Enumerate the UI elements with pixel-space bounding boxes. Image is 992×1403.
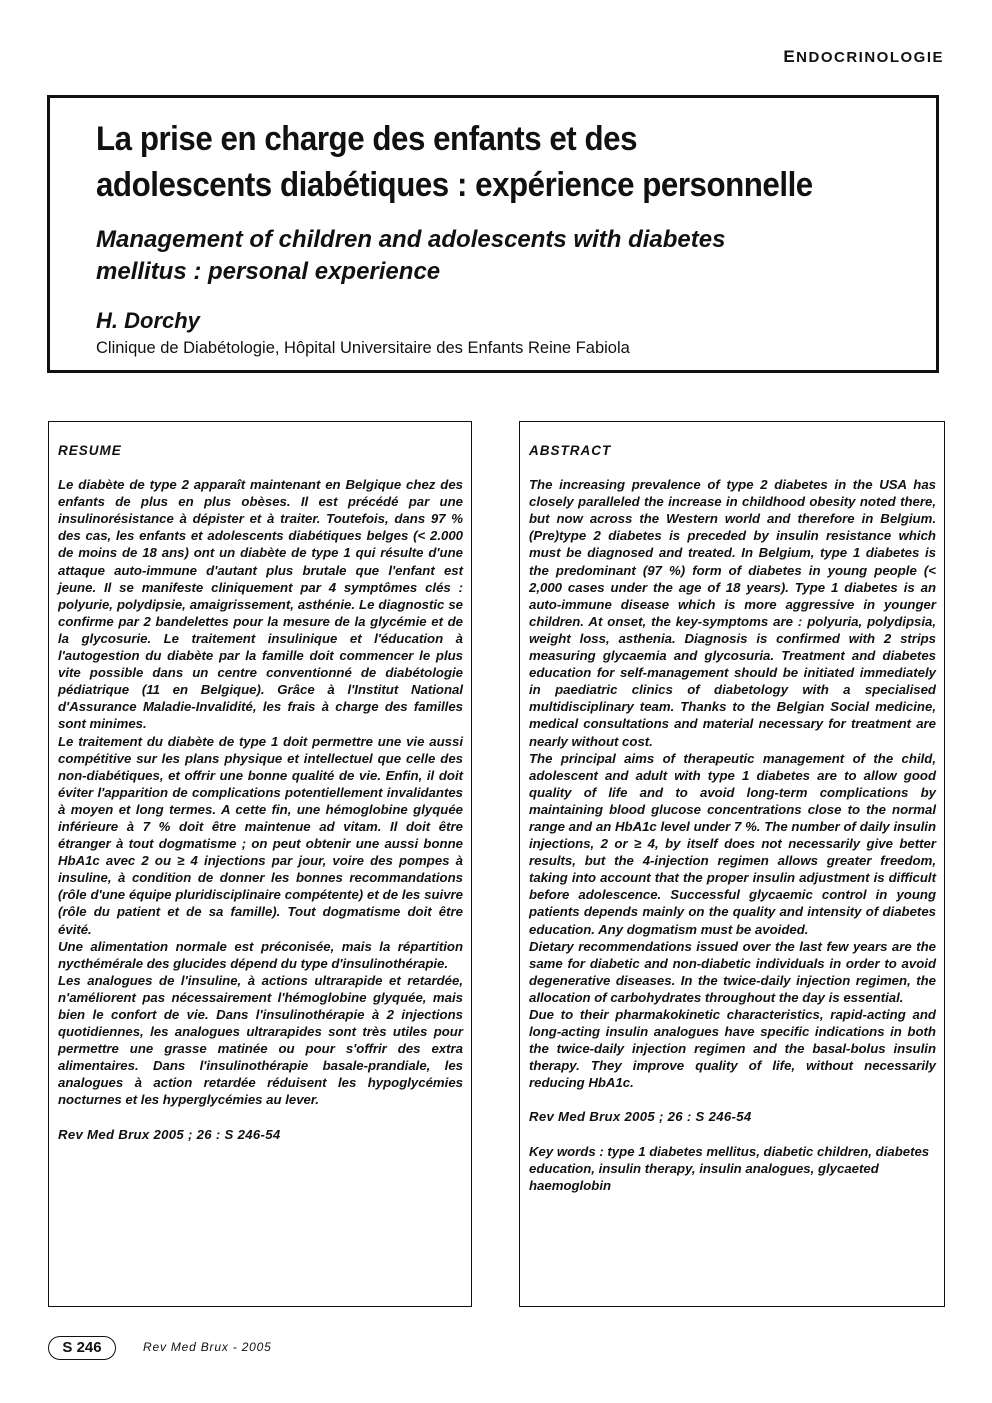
resume-paragraph: Le traitement du diabète de type 1 doit permettre une vie aussi compétitive sur les plans physique et intellectuel que celle des non-diabétiques, et offrir une bonne qualité de vie. Enfin, il doit éviter l'apparition de complications potentiellement invalidantes à moyen et long termes. A cette fin, une hémoglobine glyquée inférieure à 7 % doit être maintenue ad vitam. Il doit être étranger à tout dogmatisme ; on peut obtenir une aussi bonne HbA1c avec 2 ou ≥ 4 injections par jour, voire des pompes à insuline, à condition de donner les bonnes recommandations (rôle d'une équipe pluridisciplinaire compétente) et de les suivre (rôle du patient et de sa famille). Tout dogmatisme doit être évité. (58, 733, 463, 937)
resume-reference: Rev Med Brux 2005 ; 26 : S 246-54 (58, 1126, 281, 1142)
resume-heading: RESUME (58, 443, 122, 458)
section-label-initial: E (783, 47, 797, 66)
author-name: H. Dorchy (96, 308, 200, 333)
abstract-paragraph: Due to their pharmakokinetic characteristics, rapid-acting and long-acting insulin analogues have specific indications in both the twice-daily injection regimen and the basal-bolus insulin therapy. They improve quality of life, without necessarily reducing HbA1c. (529, 1007, 936, 1091)
resume-paragraph: Une alimentation normale est préconisée, mais la répartition nycthémérale des glucides dépend du type d'insulinothérapie. (58, 938, 463, 971)
abstract-paragraph: Dietary recommendations issued over the last few years are the same for diabetic and non-diabetic individuals in order to avoid degenerative diseases. In the twice-daily injection regimen, the allocation of carbohydrates throughout the day is essential. (529, 938, 936, 1005)
section-label-rest: NDOCRINOLOGIE (796, 49, 944, 66)
resume-paragraph: Les analogues de l'insuline, à actions ultrarapide et retardée, n'améliorent pas nécessairement l'hémoglobine glyquée, mais bien le confort de vie. Dans l'insulinothérapie à 2 injections quotidiennes, les analogues ultrarapides sont très utiles pour permettre une grasse matinée ou pour s'offrir des extra alimentaires. Dans l'insulinothérapie basale-prandiale, les analogues à action retardée réduisent les hypoglycémies nocturnes et les hyperglycémies au lever. (58, 972, 463, 1108)
abstract-box (519, 421, 945, 1307)
article-title-french: La prise en charge des enfants et des adolescents diabétiques : expérience personnelle (96, 120, 813, 204)
footer-journal: Rev Med Brux - 2005 (143, 1340, 272, 1354)
article-title-english: Management of children and adolescents with diabetes mellitus : personal experience (96, 226, 726, 285)
abstract-paragraph: The increasing prevalence of type 2 diabetes in the USA has closely paralleled the increase in childhood obesity noted there, but now across the Western world and therefore in Belgium. (Pre)type 2 diabetes is preceded by insulin resistance which must be diagnosed and treated. In Belgium, type 1 diabetes is the predominant (97 %) form of diabetes in young people (< 2,000 cases under the age of 18 years). Type 1 diabetes is an auto-immune disease which is more aggressive in younger children. At onset, the key-symptoms are : polyuria, polydipsia, weight loss, asthenia. Diagnosis is confirmed with 2 strips measuring glycaemia and glycosuria. Treatment and diabetes education for self-management should be initiated immediately in paediatric clinics of diabetology with a specialised multidisciplinary team. Thanks to the Belgian Social medicine, medical consultations and material necessary for treatment are nearly without cost. (529, 477, 936, 749)
abstract-reference: Rev Med Brux 2005 ; 26 : S 246-54 (529, 1109, 752, 1125)
section-label (783, 47, 944, 67)
author-affiliation: Clinique de Diabétologie, Hôpital Universitaire des Enfants Reine Fabiola (96, 339, 630, 357)
title-box (47, 95, 939, 373)
resume-box (48, 421, 472, 1307)
page-number-badge: S 246 (48, 1336, 116, 1360)
resume-paragraph: Le diabète de type 2 apparaît maintenant en Belgique chez des enfants de plus en plus obèses. Il est précédé par une insulinorésistance à dépister et à traiter. Toutefois, dans 97 % des cas, les enfants et adolescents diabétiques belges (< 2.000 de moins de 18 ans) ont un diabète de type 1 qui résulte d'une attaque auto-immune d'autant plus brutale que l'enfant est jeune. Il se manifeste cliniquement par 4 symptômes clés : polyurie, polydipsie, amaigrissement, asthénie. Le diagnostic se confirme par 2 bandelettes pour la mesure de la glycémie et de la glycosurie. Le traitement insulinique et l'éducation à l'autogestion du diabète par la famille doit commencer le plus vite possible dans un centre conventionné de diabétologie pédiatrique (11 en Belgique). Grâce à l'Institut National d'Assurance Maladie-Invalidité, les frais à charge des familles sont minimes. (58, 477, 463, 732)
abstract-paragraph: The principal aims of therapeutic management of the child, adolescent and adult with type 1 diabetes are to allow good quality of life and to avoid long-term complications by maintaining blood glucose concentrations close to the normal range and an HbA1c level under 7 %. The number of daily insulin injections, 2 or ≥ 4, by itself does not necessarily give better results, but the 4-injection regimen allows greater freedom, taking into account that the proper insulin adjustment is difficult before adolescence. Successful glycaemic control in young patients depends mainly on the quality and intensity of diabetes education. Any dogmatism must be avoided. (529, 750, 936, 937)
abstract-heading: ABSTRACT (529, 443, 612, 458)
abstract-keywords: Key words : type 1 diabetes mellitus, diabetic children, diabetes education, insulin therapy, insulin analogues, glycaeted haemoglobin (529, 1143, 930, 1193)
